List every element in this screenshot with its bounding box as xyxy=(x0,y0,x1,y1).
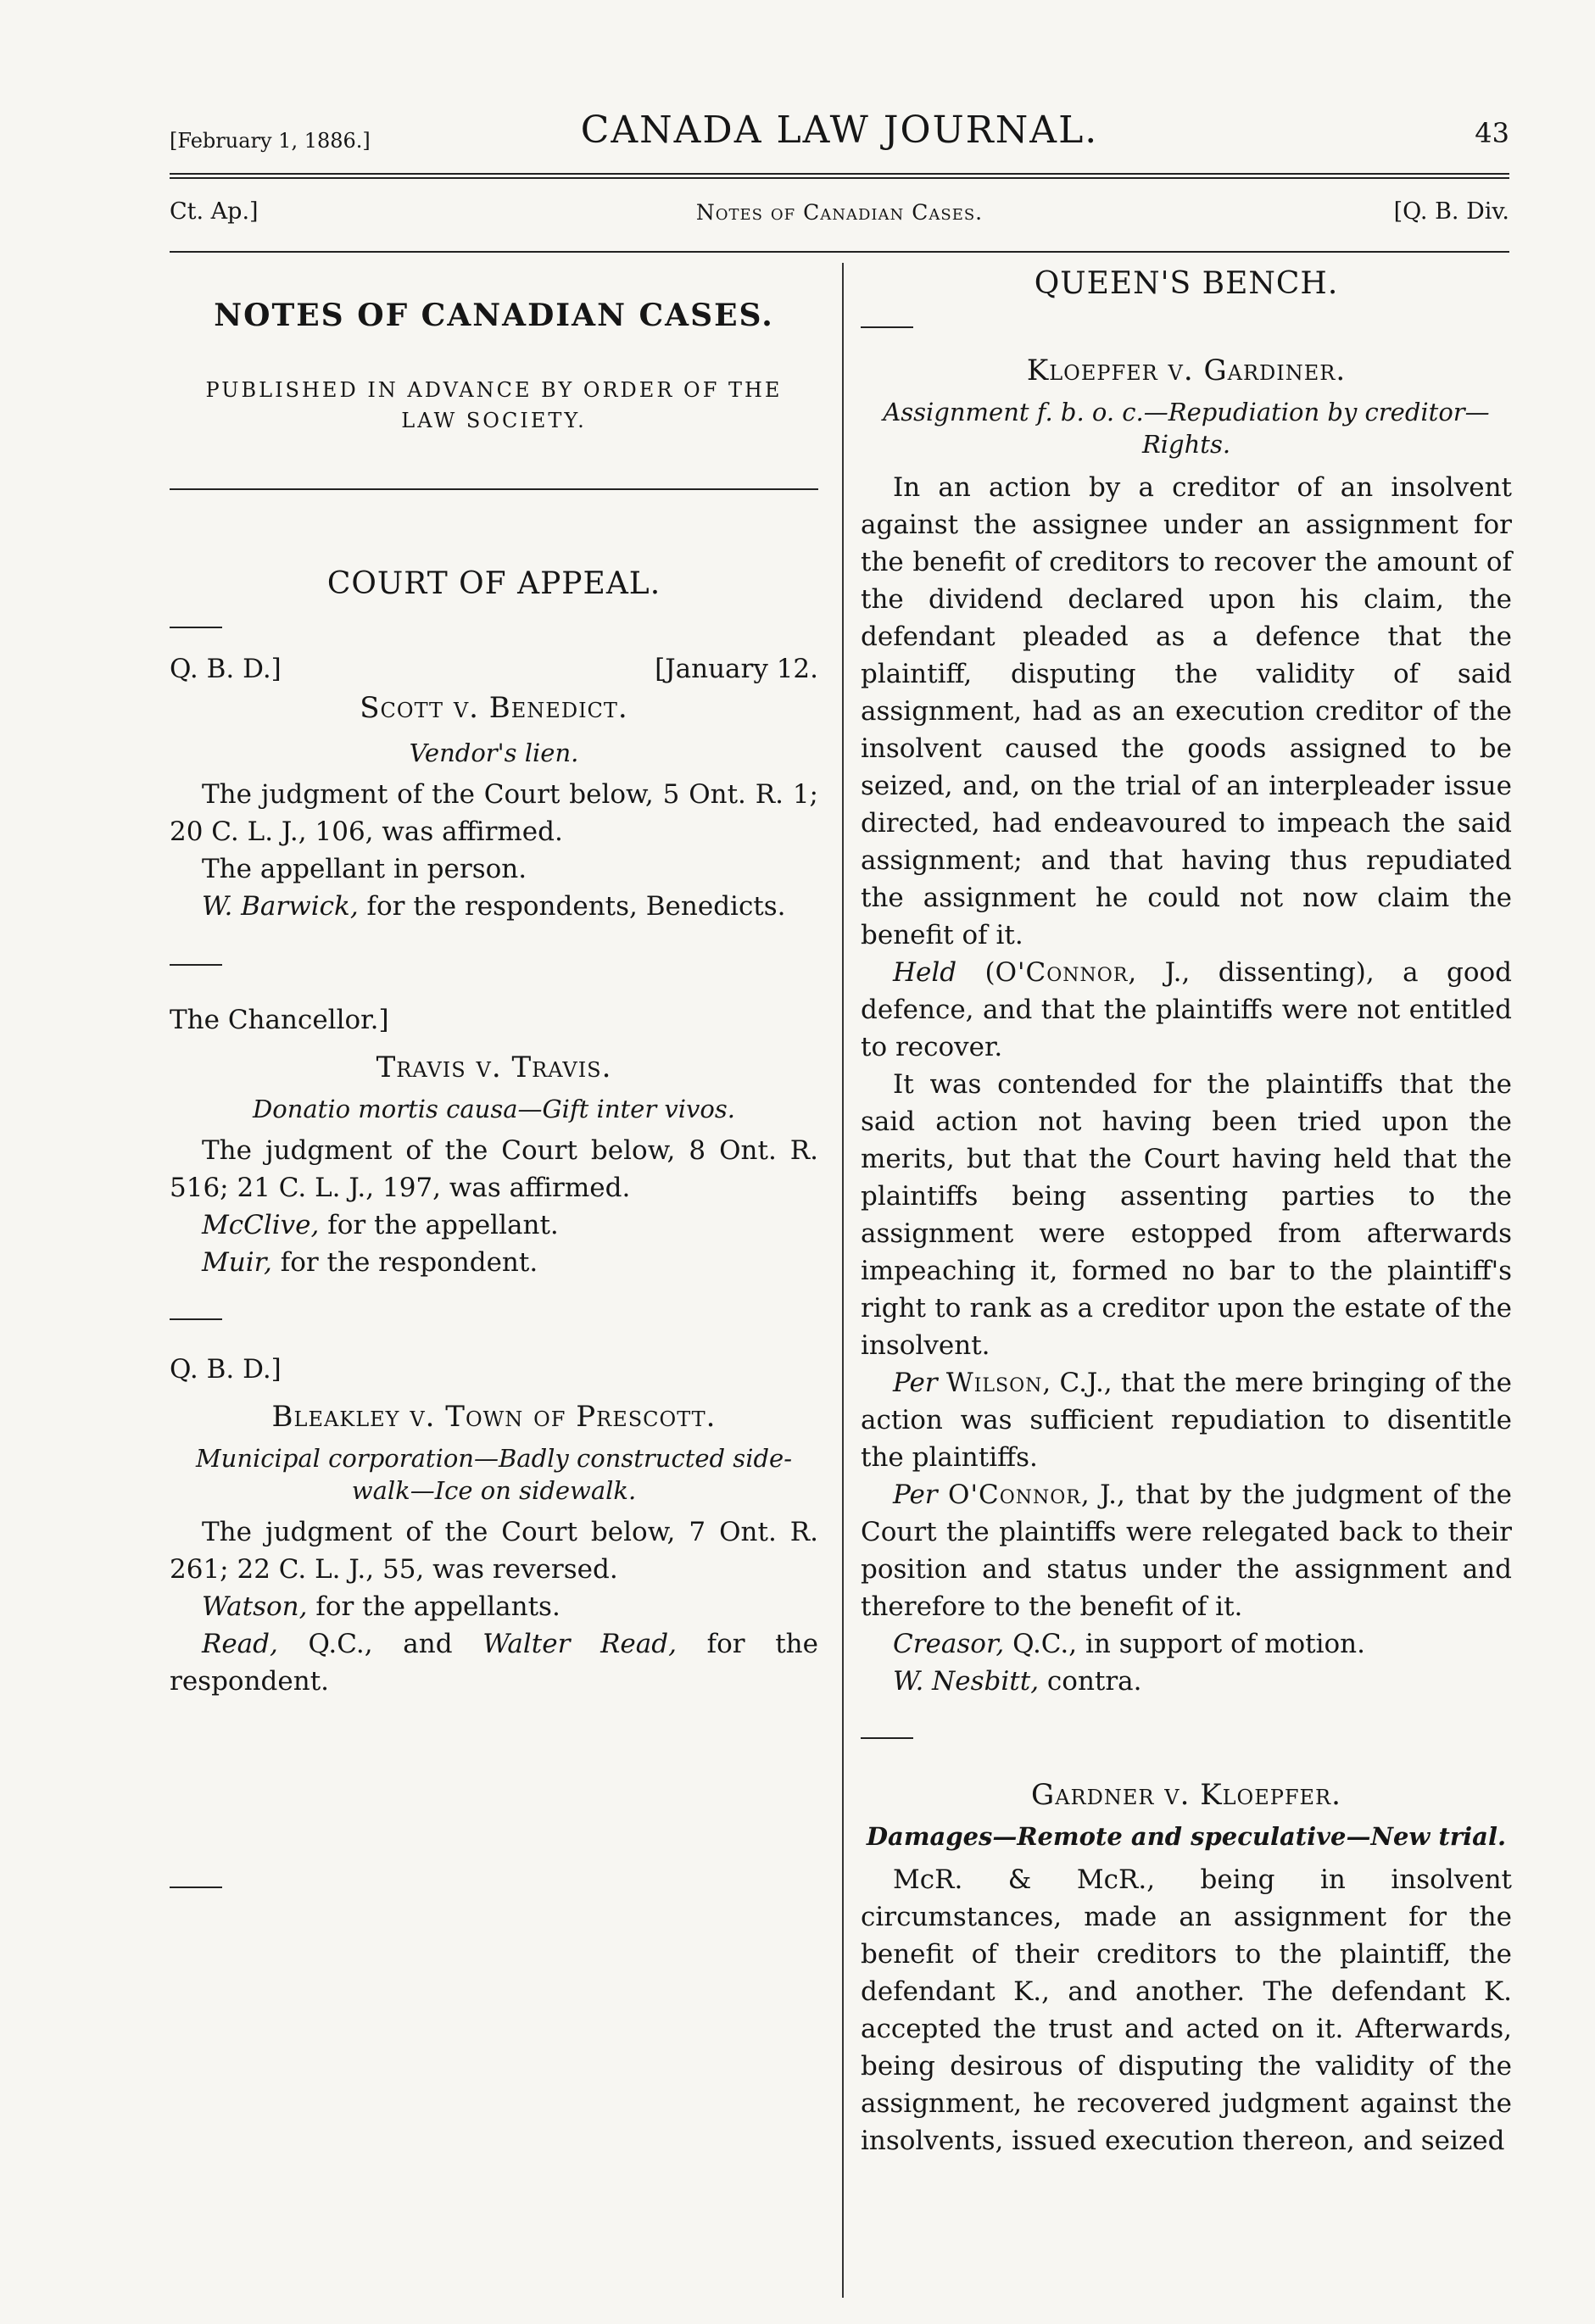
case-counsel xyxy=(170,1588,818,1625)
case-division: Q. B. D.] xyxy=(170,1354,282,1385)
case-paragraph: The appellant in person. xyxy=(202,854,527,884)
counsel-role: for the respondents, Benedicts. xyxy=(358,891,786,922)
case-holding: Held (O'Connor, J., dissenting), a good defence, and that the plaintiffs were not entitled to recover. xyxy=(861,957,1512,1062)
counsel-role: for the appellant. xyxy=(319,1210,559,1240)
case-counsel xyxy=(170,1207,818,1244)
case-title-scott-v-benedict: Scott v. Benedict. xyxy=(360,691,628,725)
case-header-row xyxy=(170,1005,818,1042)
judge-name: O'Connor xyxy=(995,957,1129,988)
case-catchword: Damages—Remote and speculative—New trial. xyxy=(866,1822,1507,1851)
counsel-role: contra. xyxy=(1039,1666,1142,1697)
counsel-name: Creasor, xyxy=(893,1629,1005,1659)
case-paragraph: It was contended for the plaintiffs that the said action not having been tried upon the merits, but that the Court having held that the plaintiffs being assenting parties to the assignment were estopped from afterwards impeaching it, formed no bar to the plaintiff's right to rank as a creditor upon the estate of the insolvent. xyxy=(861,1069,1512,1361)
sub-head-right: [Q. B. Div. xyxy=(1393,198,1509,225)
holding-text: , J., dissenting), a good defence, and that the plaintiffs were not entitled to recover. xyxy=(861,957,1512,1062)
opinion-text: , C.J., that the mere bringing of the action was sufficient repudiation to disentitle the plaintiffs. xyxy=(861,1368,1512,1473)
counsel-name: Read, xyxy=(202,1629,278,1659)
case-division: Q. B. D.] xyxy=(170,654,282,684)
per-word: Per xyxy=(893,1368,938,1398)
end-rule xyxy=(170,1887,222,1888)
issue-date: [February 1, 1886.] xyxy=(170,129,371,153)
case-counsel xyxy=(170,1244,818,1281)
case-catchword-line-2: Rights. xyxy=(1141,430,1231,459)
held-word: Held xyxy=(893,957,957,988)
case-title-bleakley-v-prescott: Bleakley v. Town of Prescott. xyxy=(271,1400,717,1434)
journal-title: CANADA LAW JOURNAL. xyxy=(580,109,1099,152)
case-catchword: Donatio mortis causa—Gift inter vivos. xyxy=(252,1095,735,1123)
case-header-row xyxy=(170,1354,818,1391)
case-paragraph: The judgment of the Court below, 5 Ont. R. 1; 20 C. L. J., 106, was affirmed. xyxy=(170,779,818,847)
counsel-role: for the respondent. xyxy=(271,1247,538,1278)
case-catchword-line-1: Assignment f. b. o. c.—Repudiation by creditor— xyxy=(883,398,1490,426)
case-division: The Chancellor.] xyxy=(170,1005,389,1035)
case-title-kloepfer-v-gardiner: Kloepfer v. Gardiner. xyxy=(1026,354,1347,387)
case-title-gardner-v-kloepfer: Gardner v. Kloepfer. xyxy=(1031,1778,1341,1812)
header-rule-top xyxy=(170,173,1509,175)
case-header-row xyxy=(170,654,818,691)
section-title: NOTES OF CANADIAN CASES. xyxy=(214,298,774,333)
counsel-name: Walter Read, xyxy=(482,1629,677,1659)
case-catchword: Vendor's lien. xyxy=(409,738,579,767)
judge-name: Wilson xyxy=(945,1368,1043,1398)
counsel-name: Watson, xyxy=(202,1591,308,1622)
case-opinion xyxy=(861,1364,1512,1476)
case-date: [January 12. xyxy=(655,654,818,684)
counsel-name: W. Nesbitt, xyxy=(893,1666,1040,1697)
left-column xyxy=(170,246,818,1888)
case-paragraph: In an action by a creditor of an insolvent against the assignee under an assignment for the benefit of creditors to recover the amount of the dividend declared upon his claim, the defendant pleaded as a defence that the plaintiff, disputing the validity of said assignment, had as an execution creditor of the insolvent caused the goods assigned to be seized, and, on the trial of an interpleader issue directed, had endeavoured to impeach the said assignment; and that having thus repudiated the assignment he could not now claim the benefit of it. xyxy=(861,472,1512,950)
counsel-role: Q.C., in support of motion. xyxy=(1004,1629,1365,1659)
counsel-role: for the respondent. xyxy=(170,1629,818,1697)
per-word: Per xyxy=(893,1480,938,1510)
case-paragraph: The judgment of the Court below, 7 Ont. R. 261; 22 C. L. J., 55, was reversed. xyxy=(170,1517,818,1585)
sub-head-left: Ct. Ap.] xyxy=(170,198,259,225)
queens-bench-heading: QUEEN'S BENCH. xyxy=(1034,266,1339,301)
counsel-text: Q.C., and xyxy=(277,1629,483,1659)
case-catchword-line-1: Municipal corporation—Badly constructed side- xyxy=(195,1444,792,1473)
case-paragraph: McR. & McR., being in insolvent circumstances, made an assignment for the benefit of their creditors to the plaintiff, the defendant K., and another. The defendant K. accepted the trust and acted on it. Afterwards, being desirous of disputing the validity of the assignment, he recovered judgment against the insolvents, issued execution thereon, and seized xyxy=(861,1864,1512,2156)
case-catchword-line-2: walk—Ice on sidewalk. xyxy=(351,1476,637,1505)
case-counsel xyxy=(170,1625,818,1700)
case-counsel xyxy=(861,1625,1512,1663)
case-counsel xyxy=(861,1663,1512,1700)
case-opinion xyxy=(861,1476,1512,1625)
running-head xyxy=(170,109,1509,159)
published-line-1: PUBLISHED IN ADVANCE BY ORDER OF THE xyxy=(205,378,783,402)
court-of-appeal-heading: COURT OF APPEAL. xyxy=(326,566,661,601)
counsel-role: for the appellants. xyxy=(307,1591,560,1622)
judge-name: O'Connor xyxy=(948,1480,1081,1510)
published-line-2: LAW SOCIETY. xyxy=(401,409,587,432)
header-rule-top-second xyxy=(170,177,1509,179)
sub-head-center: Notes of Canadian Cases. xyxy=(695,200,984,225)
counsel-name: McClive, xyxy=(202,1210,320,1240)
case-title-travis-v-travis: Travis v. Travis. xyxy=(376,1051,612,1084)
right-column xyxy=(861,246,1512,2160)
opinion-text: , J., that by the judgment of the Court the plaintiffs were relegated back to their position and status under the assignment and therefore to the benefit of it. xyxy=(861,1480,1513,1622)
page-number: 43 xyxy=(1475,117,1509,149)
case-paragraph: The judgment of the Court below, 8 Ont. R. 516; 21 C. L. J., 197, was affirmed. xyxy=(170,1135,818,1203)
counsel-name: Muir, xyxy=(202,1247,272,1278)
case-counsel xyxy=(170,888,818,925)
sub-running-head xyxy=(170,197,1509,231)
counsel-name: W. Barwick, xyxy=(202,891,359,922)
column-divider xyxy=(842,263,844,2298)
